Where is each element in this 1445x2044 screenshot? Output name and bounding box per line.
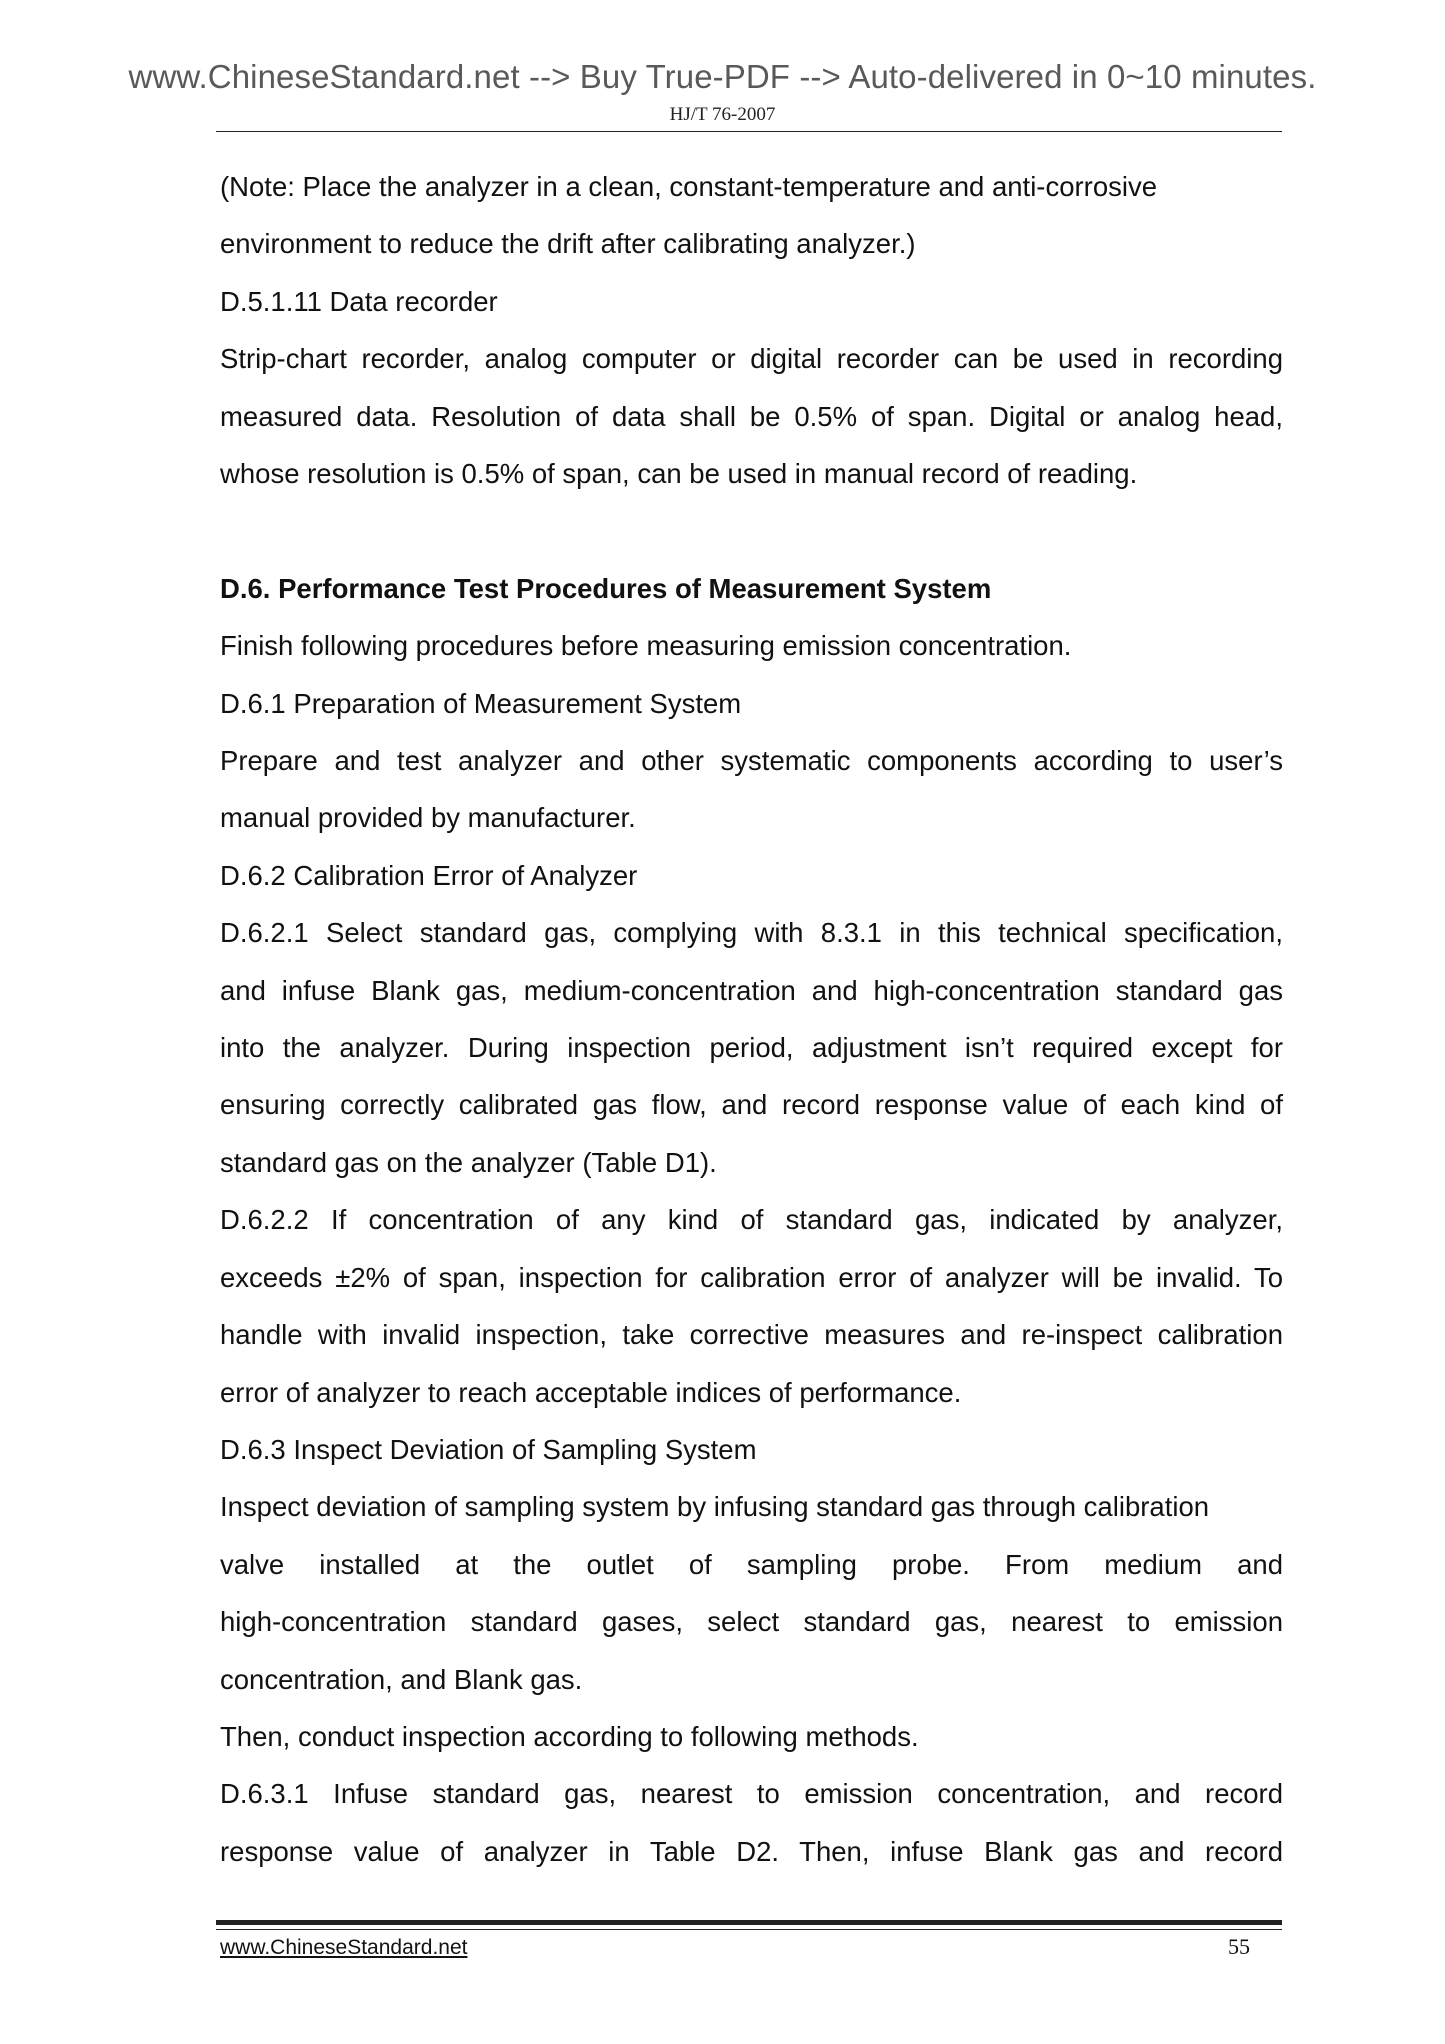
text-line: D.5.1.11 Data recorder [220,285,498,317]
text-line: Inspect deviation of sampling system by infusing standard gas through calibration [220,1491,1210,1523]
text-line: whose resolution is 0.5% of span, can be used in manual record of reading. [220,458,1138,490]
text-line: exceeds ±2% of span, inspection for calibration error of analyzer will be invalid. To [220,1261,1283,1293]
text-line: environment to reduce the drift after calibrating analyzer.) [220,228,916,260]
text-line: Strip-chart recorder, analog computer or digital recorder can be used in recording [220,343,1283,375]
footer-divider-thin [216,1929,1282,1930]
text-line: error of analyzer to reach acceptable indices of performance. [220,1376,962,1408]
text-line: (Note: Place the analyzer in a clean, constant-temperature and anti-corrosive [220,171,1158,202]
page-number: 55 [1228,1934,1250,1959]
header-divider [216,131,1282,132]
footer-website-link[interactable]: www.ChineseStandard.net [220,1936,468,1959]
text-line: D.6.2.1 Select standard gas, complying with 8.3.1 in this technical specification, [220,917,1283,949]
text-line: handle with invalid inspection, take corrective measures and re-inspect calibration [220,1319,1283,1351]
text-line: valve installed at the outlet of sampling probe. From medium and [220,1548,1283,1580]
text-line: manual provided by manufacturer. [220,802,636,834]
text-line: high-concentration standard gases, select standard gas, nearest to emission [220,1606,1283,1638]
text-line: D.6.2 Calibration Error of Analyzer [220,859,638,891]
text-line: concentration, and Blank gas. [220,1663,583,1695]
footer-divider-thick [216,1920,1282,1925]
text-line: D.6.2.2 If concentration of any kind of standard gas, indicated by analyzer, [220,1204,1283,1236]
text-line: ensuring correctly calibrated gas flow, and record response value of each kind of [220,1089,1283,1121]
text-line: Then, conduct inspection according to following methods. [220,1720,919,1752]
section-heading: D.6. Performance Test Procedures of Measurement System [220,572,992,604]
text-line: Finish following procedures before measuring emission concentration. [220,630,1072,662]
document-body [220,158,1283,1880]
text-line: response value of analyzer in Table D2. Then, infuse Blank gas and record [220,1835,1283,1867]
text-line: Prepare and test analyzer and other systematic components according to user’s [220,745,1283,777]
text-line: D.6.1 Preparation of Measurement System [220,687,742,719]
blank-line [220,502,1283,559]
text-line: standard gas on the analyzer (Table D1). [220,1146,717,1178]
text-line: D.6.3.1 Infuse standard gas, nearest to emission concentration, and record [220,1778,1283,1810]
document-number: HJ/T 76-2007 [669,104,776,125]
text-line: and infuse Blank gas, medium-concentration and high-concentration standard gas [220,974,1283,1006]
text-line: into the analyzer. During inspection period, adjustment isn’t required except for [220,1032,1283,1064]
text-line: D.6.3 Inspect Deviation of Sampling System [220,1433,757,1465]
site-banner: www.ChineseStandard.net --> Buy True-PDF --> Auto-delivered in 0~10 minutes. [128,58,1317,95]
text-line: measured data. Resolution of data shall be 0.5% of span. Digital or analog head, [220,400,1283,432]
